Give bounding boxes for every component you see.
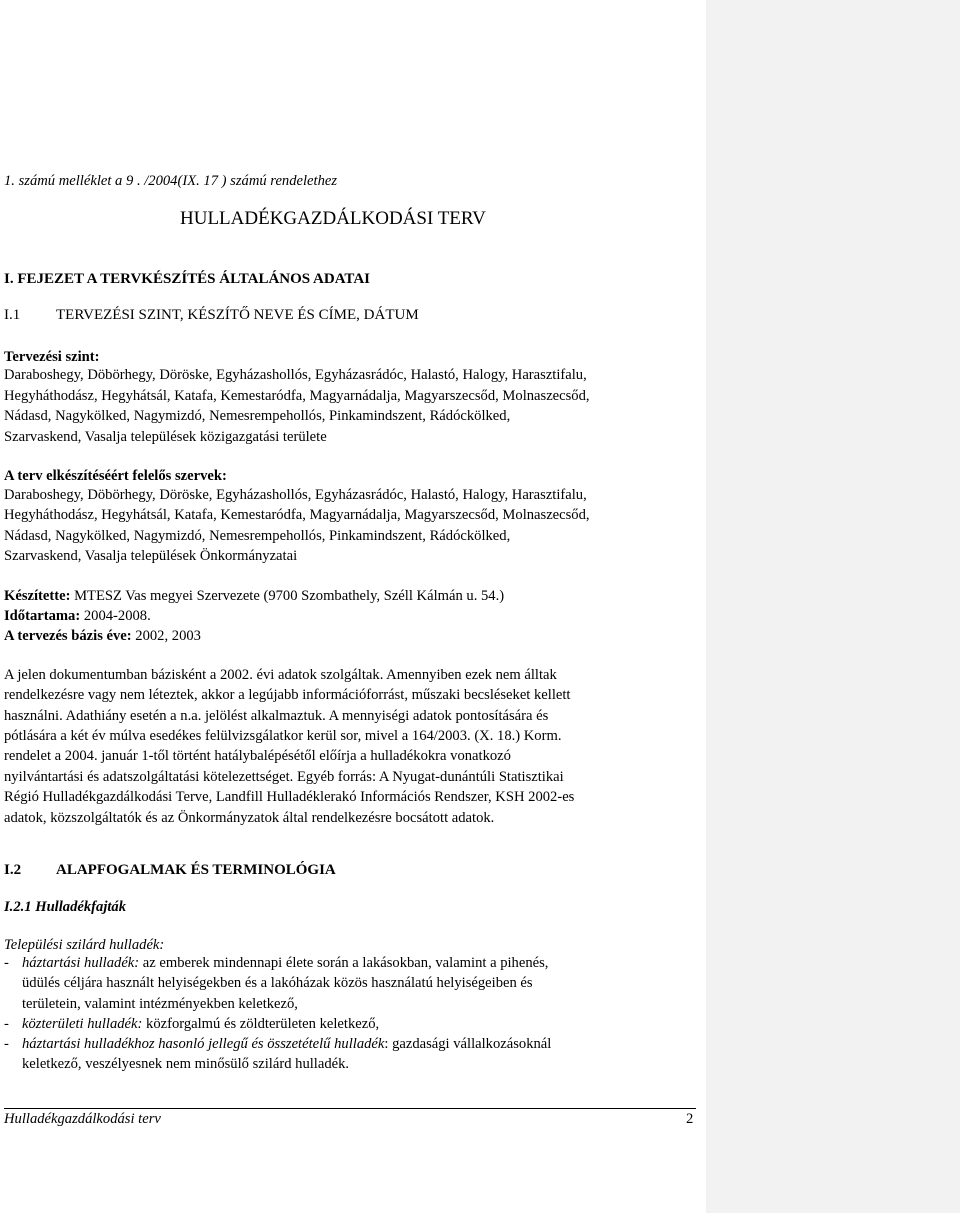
list-text: közforgalmú és zöldterületen keletkező, — [142, 1016, 380, 1032]
responsible-line: Nádasd, Nagykölked, Nagymizdó, Nemesrempehollós, Pinkamindszent, Rádóckölked, — [4, 528, 511, 544]
list-text: az emberek mindennapi élete során a lakásokban, valamint a pihenés, — [139, 955, 549, 971]
document-title: HULLADÉKGAZDÁLKODÁSI TERV — [180, 208, 486, 229]
paragraph-line: adatok, közszolgáltatók és az Önkormányzatok által rendelkezésre bocsátott adatok. — [4, 810, 495, 826]
planning-level-line: Nádasd, Nagykölked, Nagymizdó, Nemesrempehollós, Pinkamindszent, Rádóckölked, — [4, 408, 511, 424]
prepared-by-label: Készítette: — [4, 588, 71, 604]
duration — [4, 606, 151, 626]
list-text: : gazdasági vállalkozásoknál — [384, 1036, 552, 1052]
responsible-label: A terv elkészítéséért felelős szervek: — [4, 468, 227, 484]
paragraph-line: nyilvántartási és adatszolgáltatási kötelezettséget. Egyéb forrás: A Nyugat-dunántúli Statisztikai — [4, 769, 564, 785]
list-item — [22, 953, 694, 973]
paragraph-line: rendelkezésre vagy nem léteztek, akkor a legújabb információforrást, műszaki becsléseket kellett — [4, 687, 571, 703]
chapter-heading: I. FEJEZET A TERVKÉSZÍTÉS ÁLTALÁNOS ADATAI — [4, 271, 370, 287]
paragraph-line: rendelet a 2004. január 1-től történt hatálybalépésétől előírja a hulladékokra vonatkozó — [4, 748, 511, 764]
section-number: I.2 — [4, 862, 22, 878]
section-number: I.1 — [4, 307, 21, 323]
planning-level-line: Hegyháthodász, Hegyhátsál, Katafa, Kemestaródfa, Magyarnádalja, Magyarszecsőd, Molnaszecsőd, — [4, 388, 590, 404]
duration-value: 2004-2008. — [80, 608, 151, 624]
planning-level-line: Szarvaskend, Vasalja települések közigazgatási területe — [4, 429, 327, 445]
paragraph-line: A jelen dokumentumban bázisként a 2002. évi adatok szolgáltak. Amennyiben ezek nem álltak — [4, 667, 557, 683]
list-dash: - — [4, 955, 9, 971]
list-item — [22, 1034, 694, 1054]
duration-label: Időtartama: — [4, 608, 81, 624]
list-term: közterületi hulladék: — [22, 1016, 143, 1032]
paragraph-line: használni. Adathiány esetén a n.a. jelölést alkalmaztuk. A mennyiségi adatok pontosítására és — [4, 708, 549, 724]
prepared-by-value: MTESZ Vas megyei Szervezete (9700 Szombathely, Széll Kálmán u. 54.) — [70, 588, 505, 604]
responsible-line: Szarvaskend, Vasalja települések Önkormányzatai — [4, 548, 298, 564]
section-title: ALAPFOGALMAK ÉS TERMINOLÓGIA — [56, 862, 336, 878]
responsible-line: Hegyháthodász, Hegyhátsál, Katafa, Kemestaródfa, Magyarnádalja, Magyarszecsőd, Molnaszecsőd, — [4, 507, 590, 523]
list-term: háztartási hulladékhoz hasonló jellegű és összetételű hulladék — [22, 1036, 385, 1052]
list-item-line: üdülés céljára használt helyiségekben és a lakóházak közös használatú helyiségeiben és — [22, 975, 533, 991]
list-item — [22, 1014, 379, 1034]
subsection-heading: I.2.1 Hulladékfajták — [4, 899, 127, 915]
annex-header: 1. számú melléklet a 9 . /2004(IX. 17 ) számú rendelethez — [4, 173, 338, 189]
list-dash: - — [4, 1036, 9, 1052]
list-item-line: keletkező, veszélyesnek nem minősülő szilárd hulladék. — [22, 1056, 350, 1072]
planning-level-label: Tervezési szint: — [4, 349, 100, 365]
base-year-label: A tervezés bázis éve: — [4, 628, 132, 644]
section-title: TERVEZÉSI SZINT, KÉSZÍTŐ NEVE ÉS CÍME, DÁTUM — [56, 307, 419, 323]
paragraph-line: pótlására a két év múlva esedékes felülvizsgálatkor kerül sor, mivel a 164/2003. (X. 18.) Korm. — [4, 728, 562, 744]
comment-margin-pane — [706, 0, 960, 1213]
list-item-line: területein, valamint intézményekben keletkező, — [22, 996, 298, 1012]
base-year-value: 2002, 2003 — [131, 628, 201, 644]
responsible-line: Daraboshegy, Döbörhegy, Döröske, Egyházashollós, Egyházasrádóc, Halastó, Halogy, Harasztifalu, — [4, 487, 587, 503]
list-term: háztartási hulladék: — [22, 955, 140, 971]
prepared-by — [4, 586, 504, 606]
planning-level-line: Daraboshegy, Döbörhegy, Döröske, Egyházashollós, Egyházasrádóc, Halastó, Halogy, Harasztifalu, — [4, 367, 587, 383]
msw-label: Települési szilárd hulladék: — [4, 937, 165, 953]
footer-title: Hulladékgazdálkodási terv — [4, 1111, 161, 1127]
paragraph-line: Régió Hulladékgazdálkodási Terve, Landfill Hulladéklerakó Információs Rendszer, KSH 2002-es — [4, 789, 575, 805]
list-dash: - — [4, 1016, 9, 1032]
base-year — [4, 626, 201, 646]
page-number: 2 — [686, 1111, 694, 1127]
